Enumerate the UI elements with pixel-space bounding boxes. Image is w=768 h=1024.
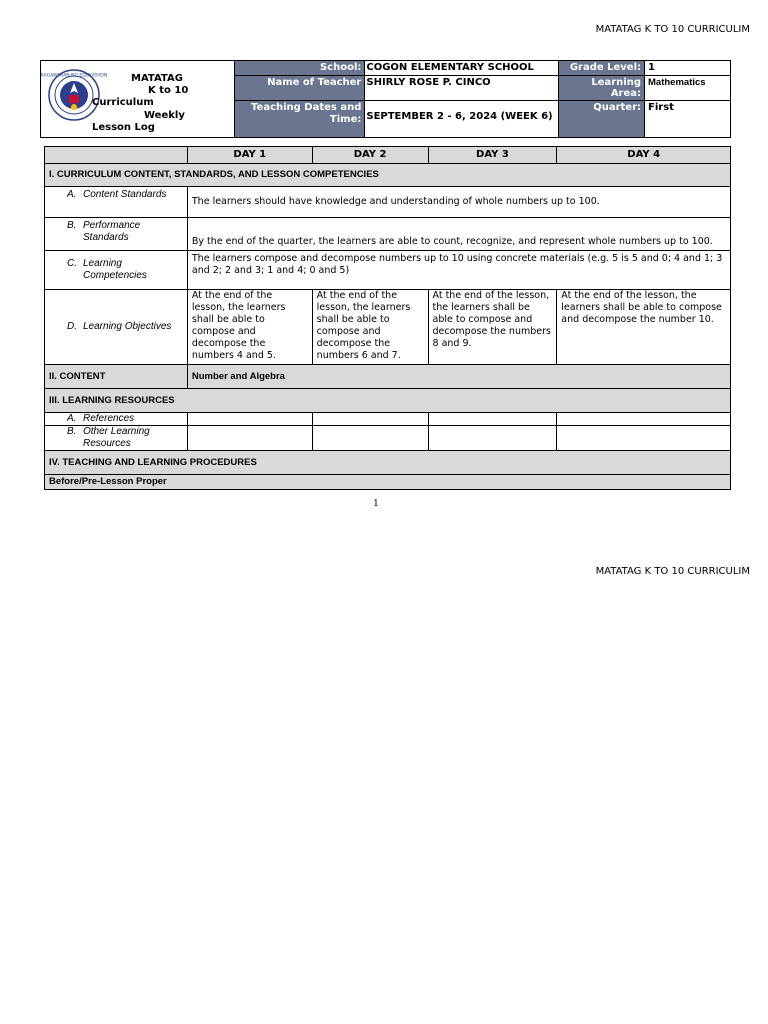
competencies-text-1: The learners compose and decompose numbers up to 10 using concrete materials (e.g. 5 is 5 and 0; 4 and 1; 3 xyxy=(191,253,723,264)
other-resources-row xyxy=(45,426,731,451)
logo-title-5: Lesson Log xyxy=(92,122,155,133)
section-2-value: Number and Algebra xyxy=(187,365,730,389)
section-row xyxy=(45,451,731,475)
objectives-letter: D. xyxy=(67,321,77,332)
school-value: COGON ELEMENTARY SCHOOL xyxy=(365,61,559,76)
objectives-label-cell xyxy=(45,290,188,365)
section-4-subtitle: Before/Pre-Lesson Proper xyxy=(45,475,731,490)
teacher-label: Name of Teacher xyxy=(234,76,365,101)
logo-title-1: MATATAG xyxy=(131,73,183,84)
other-resources-label-2: Resources xyxy=(83,438,131,449)
section-row xyxy=(45,389,731,413)
objective-day-3: At the end of the lesson, the learners shall be able to compose and decompose the numbers 8 and 9. xyxy=(428,290,557,365)
quarter-value: First xyxy=(645,101,731,138)
logo-block xyxy=(41,61,235,138)
section-row xyxy=(45,164,731,187)
section-row xyxy=(45,475,731,490)
section-row xyxy=(45,365,731,389)
objective-day-1: At the end of the lesson, the learners shall be able to compose and decompose the numbers 4 and 5. xyxy=(187,290,312,365)
area-value: Mathematics xyxy=(645,76,731,101)
logo-title-2: K to 10 xyxy=(148,85,189,96)
other-resources-day-2 xyxy=(312,426,428,451)
area-label: Learning Area: xyxy=(559,76,645,101)
day-4-header: DAY 4 xyxy=(557,147,731,164)
competencies-text-cell xyxy=(187,251,730,290)
other-resources-letter: B. xyxy=(67,426,77,437)
performance-label-1: Performance xyxy=(83,220,141,231)
performance-standards-row xyxy=(45,218,731,251)
performance-label-cell xyxy=(45,218,188,251)
grade-label: Grade Level: xyxy=(559,61,645,76)
objectives-row xyxy=(45,290,731,365)
section-2-title: II. CONTENT xyxy=(45,365,188,389)
day-header-row xyxy=(45,147,731,164)
references-row xyxy=(45,413,731,426)
objective-day-4: At the end of the lesson, the learners shall be able to compose and decompose the number 10. xyxy=(557,290,731,365)
other-resources-label-1: Other Learning xyxy=(83,426,150,437)
deped-seal-icon xyxy=(40,69,108,121)
references-label: References xyxy=(83,413,135,424)
references-day-2 xyxy=(312,413,428,426)
references-label-cell xyxy=(45,413,188,426)
performance-text: By the end of the quarter, the learners are able to count, recognize, and represent whole numbers up to 100. xyxy=(187,218,730,251)
day-3-header: DAY 3 xyxy=(428,147,557,164)
performance-label-2: Standards xyxy=(83,232,129,243)
performance-letter: B. xyxy=(67,220,77,231)
competencies-row xyxy=(45,251,731,290)
section-4-title: IV. TEACHING AND LEARNING PROCEDURES xyxy=(45,451,731,475)
logo-title-3: Curriculum xyxy=(92,97,154,108)
dates-value: SEPTEMBER 2 - 6, 2024 (WEEK 6) xyxy=(365,101,559,138)
day-1-header: DAY 1 xyxy=(187,147,312,164)
references-day-3 xyxy=(428,413,557,426)
other-resources-day-3 xyxy=(428,426,557,451)
references-day-1 xyxy=(187,413,312,426)
competencies-label-cell xyxy=(45,251,188,290)
references-letter: A. xyxy=(67,413,77,424)
lesson-log-header xyxy=(40,60,731,138)
section-3-title: III. LEARNING RESOURCES xyxy=(45,389,731,413)
day-2-header: DAY 2 xyxy=(312,147,428,164)
dates-label: Teaching Dates and Time: xyxy=(234,101,365,138)
section-1-title: I. CURRICULUM CONTENT, STANDARDS, AND LESSON COMPETENCIES xyxy=(45,164,731,187)
competencies-text-2: and 2; 2 and 3; 1 and 4; 0 and 5) xyxy=(191,265,350,276)
competencies-letter: C. xyxy=(67,258,77,269)
objective-day-2: At the end of the lesson, the learners shall be able to compose and decompose the numbers 6 and 7. xyxy=(312,290,428,365)
page-header-2: MATATAG K TO 10 CURRICULIM xyxy=(595,566,750,577)
objectives-label: Learning Objectives xyxy=(83,321,172,332)
page-header: MATATAG K TO 10 CURRICULIM xyxy=(595,24,750,35)
content-standards-label-cell xyxy=(45,187,188,218)
content-standards-label: Content Standards xyxy=(83,189,167,200)
other-resources-day-4 xyxy=(557,426,731,451)
other-resources-day-1 xyxy=(187,426,312,451)
svg-text:KAGAWARAN NG EDUKASYON: KAGAWARAN NG EDUKASYON xyxy=(40,73,108,79)
references-day-4 xyxy=(557,413,731,426)
teacher-value: SHIRLY ROSE P. CINCO xyxy=(365,76,559,101)
corner-cell xyxy=(45,147,188,164)
content-standards-text: The learners should have knowledge and understanding of whole numbers up to 100. xyxy=(187,187,730,218)
page-number: 1 xyxy=(373,499,379,509)
content-standards-row xyxy=(45,187,731,218)
lesson-table xyxy=(44,146,731,490)
grade-value: 1 xyxy=(645,61,731,76)
school-label: School: xyxy=(234,61,365,76)
logo-title-4: Weekly xyxy=(144,110,185,121)
competencies-label-2: Competencies xyxy=(83,270,147,281)
content-standards-letter: A. xyxy=(67,189,77,200)
competencies-label-1: Learning xyxy=(83,258,122,269)
quarter-label: Quarter: xyxy=(559,101,645,138)
other-resources-label-cell xyxy=(45,426,188,451)
